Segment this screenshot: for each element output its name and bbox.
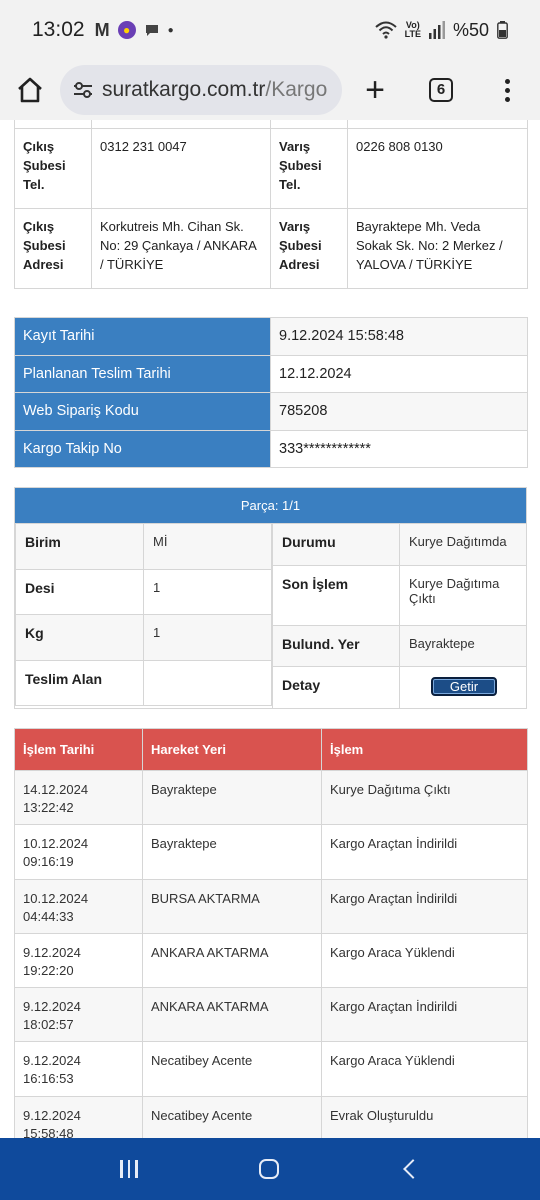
status-bar: [0, 0, 540, 60]
volte-label: Vo): [405, 20, 420, 30]
status-value: Kurye Dağıtımda: [400, 524, 527, 566]
message-icon: [144, 22, 160, 38]
info-row: [15, 318, 528, 356]
shipment-info-table: [14, 317, 528, 468]
url-path: /Kargo: [265, 78, 328, 101]
detail-label: Detay: [273, 667, 400, 709]
battery-icon: [497, 21, 508, 39]
recent-apps-icon[interactable]: [120, 1160, 138, 1178]
table-row: [15, 879, 528, 933]
package-row: [16, 524, 272, 570]
location-value: Bayraktepe: [400, 626, 527, 667]
back-icon[interactable]: [403, 1159, 423, 1179]
history-place: Bayraktepe: [143, 771, 322, 825]
system-navigation-bar: [0, 1138, 540, 1200]
desi-value: 1: [144, 569, 272, 615]
unit-label: Birim: [16, 524, 144, 570]
history-action: Kargo Araca Yüklendi: [322, 1042, 528, 1096]
received-by-label: Teslim Alan: [16, 660, 144, 706]
notification-icons: [95, 20, 174, 41]
history-place: Necatibey Acente: [143, 1042, 322, 1096]
more-vert-icon: [505, 79, 510, 102]
package-right-table: [272, 523, 527, 709]
history-date-day: 9.12.2024: [23, 999, 81, 1015]
history-date-day: 9.12.2024: [23, 944, 81, 960]
package-row: [273, 524, 527, 566]
history-date-time: 13:22:42: [23, 800, 74, 815]
package-row: [273, 626, 527, 667]
history-date-time: 18:02:57: [23, 1017, 74, 1033]
history-date: [15, 1042, 143, 1096]
package-row: [16, 615, 272, 661]
branch-row-address: [15, 209, 528, 289]
history-action: Kargo Araçtan İndirildi: [322, 825, 528, 879]
wifi-icon: [375, 21, 397, 39]
app-notification-icon: ●: [118, 21, 136, 39]
origin-phone-value: 0312 231 0047: [92, 129, 271, 209]
history-date: [15, 771, 143, 825]
destination-phone-value: 0226 808 0130: [348, 129, 528, 209]
history-date: [15, 933, 143, 987]
info-row: [15, 355, 528, 393]
origin-address-label: Çıkış Şubesi Adresi: [15, 209, 92, 289]
browser-home-button[interactable]: [0, 60, 60, 120]
table-row: [15, 825, 528, 879]
history-date-time: 16:16:53: [23, 1071, 74, 1087]
detail-cell: [400, 667, 527, 709]
history-action: Kurye Dağıtıma Çıktı: [322, 771, 528, 825]
origin-phone-label: Çıkış Şubesi Tel.: [15, 129, 92, 209]
history-date-time: 15:58:48: [23, 1125, 74, 1138]
browser-toolbar: [0, 60, 540, 120]
registration-date-label: Kayıt Tarihi: [15, 318, 271, 356]
getir-button[interactable]: Getir: [431, 677, 497, 696]
site-settings-icon[interactable]: [72, 80, 94, 100]
url-domain: suratkargo.com.tr: [102, 78, 266, 101]
history-action: Kargo Araçtan İndirildi: [322, 988, 528, 1042]
history-date-day: 10.12.2024: [23, 836, 89, 852]
destination-address-label: Varış Şubesi Adresi: [271, 209, 348, 289]
lte-indicator: [405, 21, 421, 39]
gmail-icon: M: [94, 19, 110, 40]
web-content[interactable]: [0, 120, 540, 1138]
info-row: [15, 430, 528, 468]
last-action-label: Son İşlem: [273, 566, 400, 626]
history-date-time: 19:22:20: [23, 962, 74, 978]
history-date-day: 14.12.2024: [23, 782, 89, 797]
planned-delivery-value: 12.12.2024: [271, 355, 528, 393]
web-order-code-value: 785208: [271, 393, 528, 431]
kg-label: Kg: [16, 615, 144, 661]
kg-value: 1: [144, 615, 272, 661]
desi-label: Desi: [16, 569, 144, 615]
last-action-value: Kurye Dağıtıma Çıktı: [400, 566, 527, 626]
package-details: [14, 487, 527, 709]
table-row: [15, 1096, 528, 1138]
battery-percent: %50: [452, 19, 489, 40]
history-place: ANKARA AKTARMA: [143, 933, 322, 987]
status-label: Durumu: [273, 524, 400, 566]
branch-row-spacer: [15, 120, 528, 129]
history-action: Kargo Araçtan İndirildi: [322, 879, 528, 933]
registration-date-value: 9.12.2024 15:58:48: [271, 318, 528, 356]
browser-menu-button[interactable]: [474, 60, 540, 120]
history-place: ANKARA AKTARMA: [143, 988, 322, 1042]
history-date-day: 9.12.2024: [23, 1107, 81, 1123]
url-text[interactable]: [102, 78, 327, 102]
signal-icon: [429, 21, 445, 39]
history-place: Bayraktepe: [143, 825, 322, 879]
more-notifications-dot-icon: ●: [167, 24, 174, 36]
history-date-day: 10.12.2024: [23, 890, 89, 906]
history-header-row: [15, 729, 528, 771]
lte-label: LTE: [404, 29, 421, 39]
status-right-icons: [375, 20, 508, 41]
branch-row-phone: [15, 129, 528, 209]
history-action: Evrak Oluşturuldu: [322, 1096, 528, 1138]
destination-phone-label: Varış Şubesi Tel.: [271, 129, 348, 209]
package-row: [16, 660, 272, 706]
history-date: [15, 1096, 143, 1138]
table-row: [15, 933, 528, 987]
history-date-time: 09:16:19: [23, 854, 74, 870]
table-row: [15, 1042, 528, 1096]
column-header-place: Hareket Yeri: [143, 729, 322, 771]
status-time: 13:02: [32, 18, 85, 41]
history-action: Kargo Araca Yüklendi: [322, 933, 528, 987]
tracking-number-label: Kargo Takip No: [15, 430, 271, 468]
history-date: [15, 988, 143, 1042]
history-date-day: 9.12.2024: [23, 1053, 81, 1069]
tracking-number-value: 333************: [271, 430, 528, 468]
info-row: [15, 393, 528, 431]
new-tab-button[interactable]: [342, 60, 408, 120]
planned-delivery-label: Planlanan Teslim Tarihi: [15, 355, 271, 393]
history-place: BURSA AKTARMA: [143, 879, 322, 933]
plus-icon: +: [365, 70, 385, 109]
package-header: Parça: 1/1: [15, 488, 526, 523]
address-bar[interactable]: [60, 65, 342, 115]
package-row: [273, 667, 527, 709]
movement-history-table: [14, 728, 528, 1138]
received-by-value: [144, 660, 272, 706]
history-date-time: 04:44:33: [23, 908, 74, 924]
home-icon: [16, 76, 44, 104]
tab-switcher-icon: 6: [429, 78, 453, 102]
history-date: [15, 879, 143, 933]
unit-value: Mİ: [144, 524, 272, 570]
package-row: [273, 566, 527, 626]
location-label: Bulund. Yer: [273, 626, 400, 667]
origin-address-value: Korkutreis Mh. Cihan Sk. No: 29 Çankaya / ANKARA / TÜRKİYE: [92, 209, 271, 289]
history-date: [15, 825, 143, 879]
web-order-code-label: Web Sipariş Kodu: [15, 393, 271, 431]
branch-info-table: [14, 120, 528, 289]
package-row: [16, 569, 272, 615]
column-header-action: İşlem: [322, 729, 528, 771]
column-header-date: İşlem Tarihi: [15, 729, 143, 771]
tab-switcher-button[interactable]: [408, 60, 474, 120]
nav-home-icon[interactable]: [259, 1159, 279, 1179]
history-place: Necatibey Acente: [143, 1096, 322, 1138]
package-left-table: [15, 523, 272, 706]
destination-address-value: Bayraktepe Mh. Veda Sokak Sk. No: 2 Merkez / YALOVA / TÜRKİYE: [348, 209, 528, 289]
table-row: [15, 771, 528, 825]
table-row: [15, 988, 528, 1042]
